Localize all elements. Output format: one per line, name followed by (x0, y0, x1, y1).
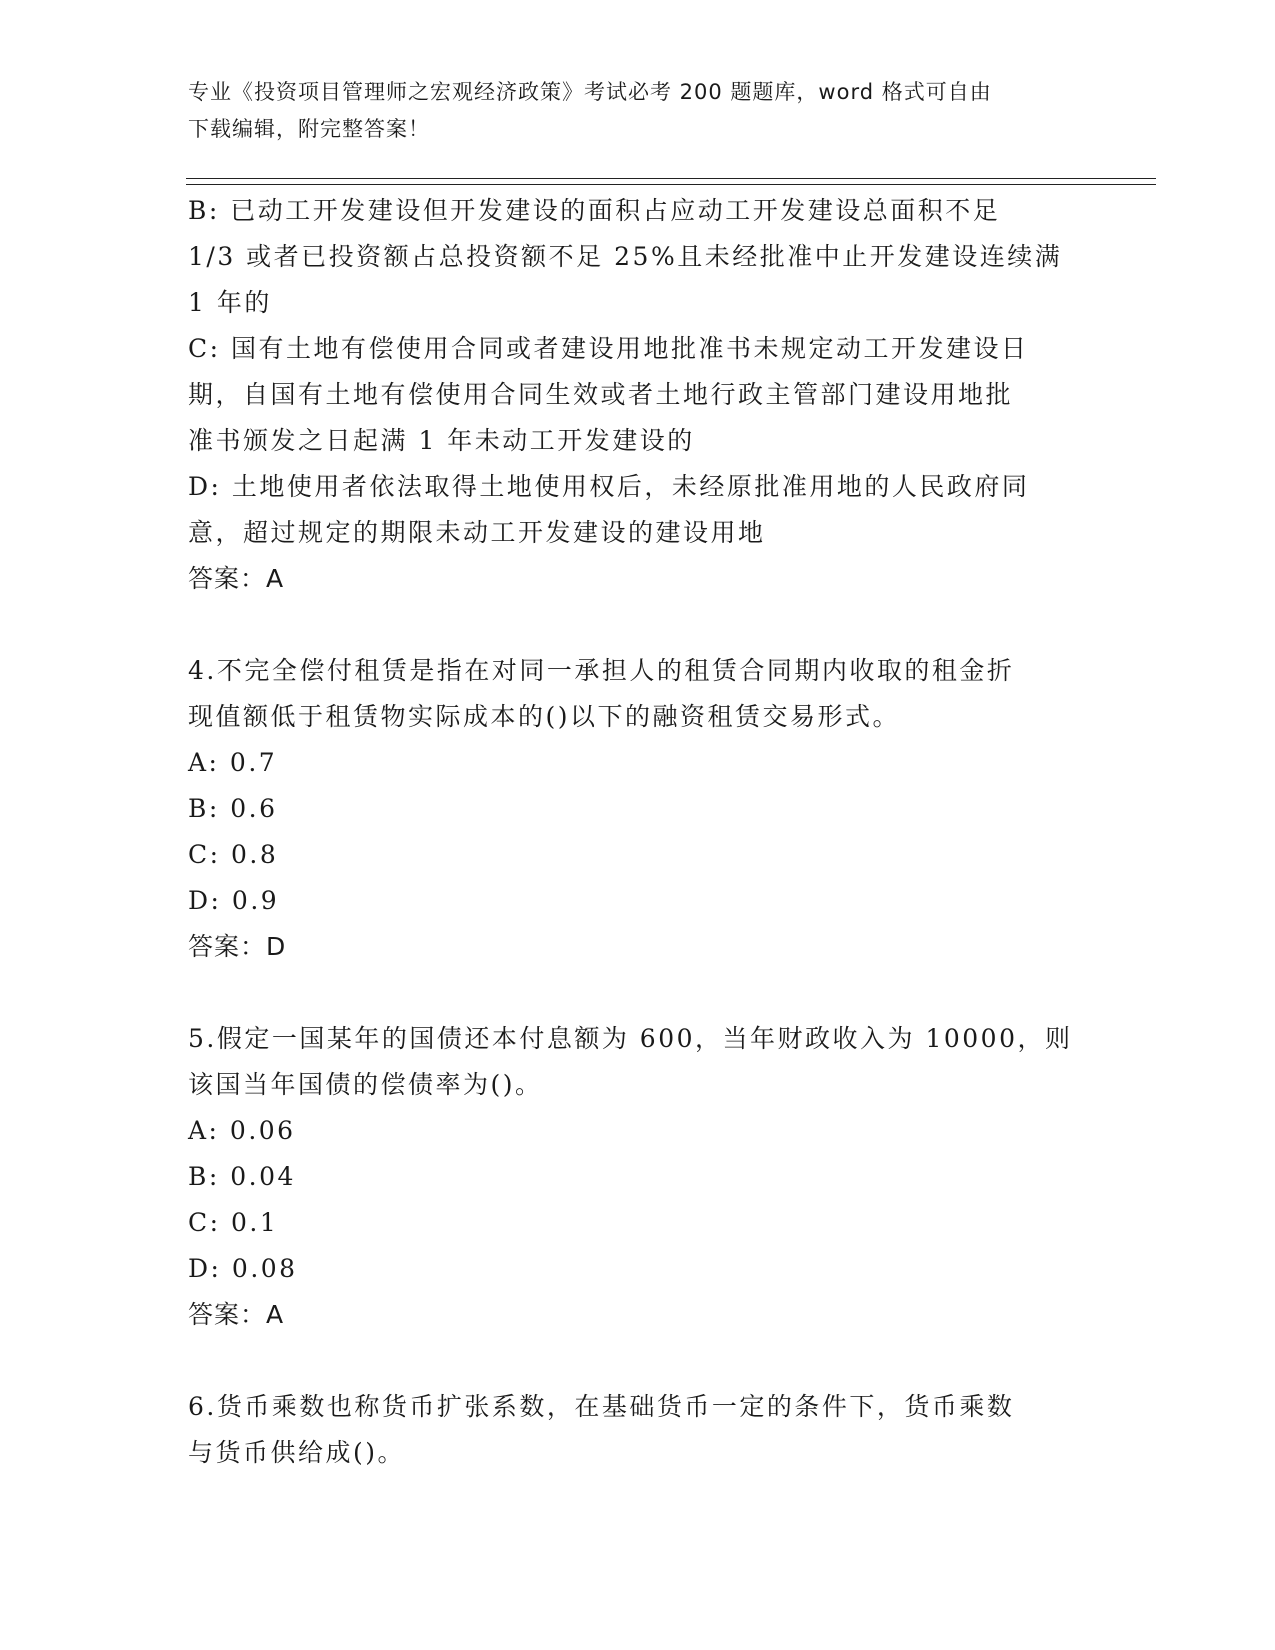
spacer (188, 602, 1078, 648)
option-c-line-2: 期，自国有土地有偿使用合同生效或者土地行政主管部门建设用地批 (188, 380, 1014, 409)
option-c: C: 0.8 (188, 840, 279, 869)
question-text-line-2: 与货币供给成()。 (188, 1438, 406, 1467)
answer: 答案：A (188, 564, 285, 593)
option-d: D: 0.08 (188, 1254, 298, 1283)
question-5 (188, 1016, 1078, 1338)
answer: 答案：A (188, 1300, 285, 1329)
document-header (188, 74, 1068, 148)
question-text-line-1: 4.不完全偿付租赁是指在对同一承担人的租赁合同期内收取的租金折 (188, 656, 1015, 685)
option-b-line-3: 1 年的 (188, 288, 272, 317)
question-6 (188, 1384, 1078, 1476)
header-divider-bottom (186, 184, 1156, 185)
option-b-line-2: 1/3 或者已投资额占总投资额不足 25%且未经批准中止开发建设连续满 (188, 242, 1063, 271)
option-d (188, 464, 1078, 556)
question-text-line-1: 5.假定一国某年的国债还本付息额为 600，当年财政收入为 10000，则 (188, 1024, 1073, 1053)
option-b: B: 0.04 (188, 1162, 296, 1191)
question-text-line-2: 该国当年国债的偿债率为()。 (188, 1070, 543, 1099)
header-line-2: 下载编辑，附完整答案！ (188, 117, 430, 141)
question-text-line-2: 现值额低于租赁物实际成本的()以下的融资租赁交易形式。 (188, 702, 901, 731)
option-a: A: 0.7 (188, 748, 278, 777)
option-d-line-1: D: 土地使用者依法取得土地使用权后，未经原批准用地的人民政府同 (188, 472, 1030, 501)
header-divider-top (186, 178, 1156, 179)
spacer (188, 970, 1078, 1016)
option-c (188, 326, 1078, 464)
option-a: A: 0.06 (188, 1116, 296, 1145)
spacer (188, 1338, 1078, 1384)
option-d: D: 0.9 (188, 886, 280, 915)
option-c-line-3: 准书颁发之日起满 1 年未动工开发建设的 (188, 426, 695, 455)
option-d-line-2: 意，超过规定的期限未动工开发建设的建设用地 (188, 518, 766, 547)
question-3-continued (188, 188, 1078, 602)
option-b-line-1: B: 已动工开发建设但开发建设的面积占应动工开发建设总面积不足 (188, 196, 1001, 225)
option-c-line-1: C: 国有土地有偿使用合同或者建设用地批准书未规定动工开发建设日 (188, 334, 1029, 363)
document-body (188, 188, 1078, 1476)
question-4 (188, 648, 1078, 970)
header-line-1: 专业《投资项目管理师之宏观经济政策》考试必考 200 题题库，word 格式可自由 (188, 80, 992, 104)
option-b: B: 0.6 (188, 794, 278, 823)
question-text-line-1: 6.货币乘数也称货币扩张系数，在基础货币一定的条件下，货币乘数 (188, 1392, 1015, 1421)
option-b (188, 188, 1078, 326)
answer: 答案：D (188, 932, 287, 961)
option-c: C: 0.1 (188, 1208, 279, 1237)
